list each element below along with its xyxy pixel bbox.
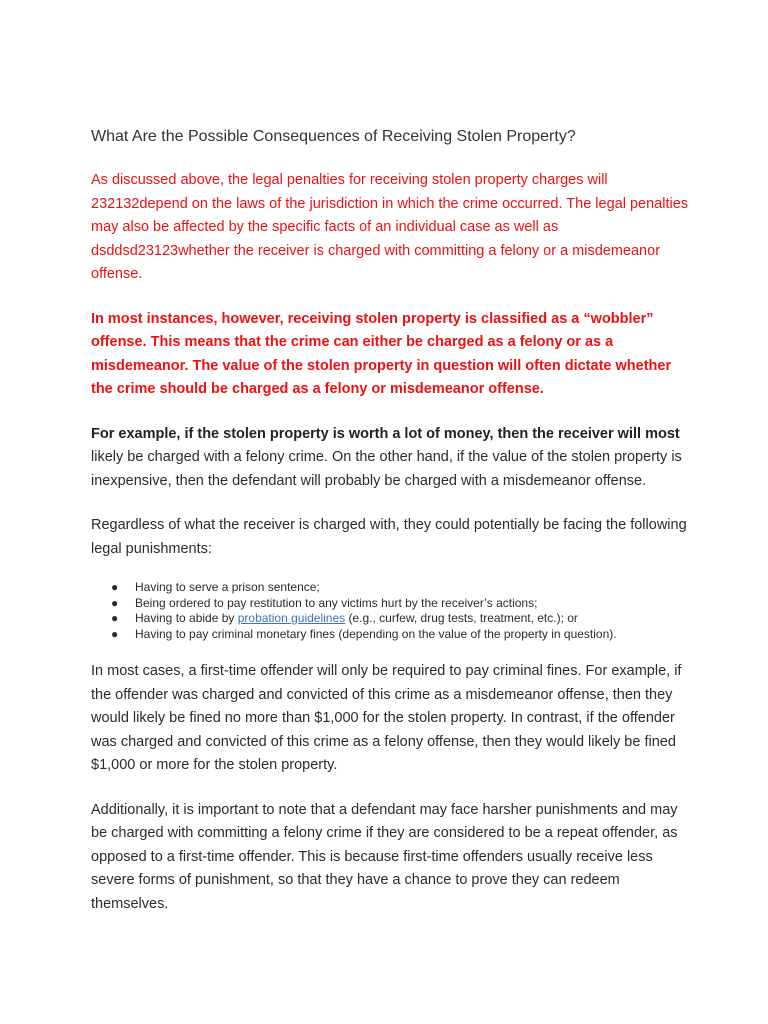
list-item bbox=[111, 626, 691, 643]
probation-guidelines-link[interactable]: probation guidelines bbox=[237, 611, 346, 625]
list-item-text: Having to pay criminal monetary fines (depending on the value of the property in question). bbox=[135, 626, 617, 641]
bullet-icon: ● bbox=[111, 626, 119, 641]
list-item bbox=[111, 580, 691, 596]
paragraph-repeat-offender: Additionally, it is important to note that a defendant may face harsher punishments and may be charged with committing a felony crime if they are considered to be a repeat offender, as opposed to a first-time offender. This is because first-time offenders usually receive less severe forms of punishment, so that they have a chance to prove they can redeem themselves. bbox=[91, 801, 678, 912]
document-content bbox=[91, 125, 691, 937]
bullet-icon: ● bbox=[111, 611, 119, 625]
paragraph-punishments-intro: Regardless of what the receiver is charged with, they could potentially be facing the following legal punishments: bbox=[91, 517, 687, 557]
punishments-list bbox=[91, 580, 691, 642]
paragraph-example-rest: likely be charged with a felony crime. On the other hand, if the value of the stolen property is inexpensive, then the defendant will probably be charged with a misdemeanor offense. bbox=[91, 449, 682, 489]
list-item-text-after: (e.g., curfew, drug tests, treatment, etc.); or bbox=[345, 611, 578, 625]
section-heading: What Are the Possible Consequences of Receiving Stolen Property? bbox=[91, 128, 576, 145]
paragraph-wobbler: In most instances, however, receiving stolen property is classified as a “wobbler” offense. This means that the crime can either be charged as a felony or as a misdemeanor. The value of the stolen property in question will often dictate whether the crime should be charged as a felony or misdemeanor offense. bbox=[91, 310, 672, 397]
list-item-text: Being ordered to pay restitution to any victims hurt by the receiver’s actions; bbox=[135, 595, 538, 610]
bullet-icon: ● bbox=[111, 595, 119, 610]
paragraph-example bbox=[91, 423, 691, 494]
list-item bbox=[111, 595, 691, 612]
bullet-icon: ● bbox=[111, 580, 119, 594]
list-item bbox=[111, 611, 691, 627]
list-item-text-before: Having to abide by bbox=[135, 611, 238, 625]
list-item-text: Having to serve a prison sentence; bbox=[135, 580, 320, 594]
paragraph-first-time-offender: In most cases, a first-time offender will only be required to pay criminal fines. For example, if the offender was charged and convicted of this crime as a misdemeanor offense, then they would likely be fined no more than $1,000 for the stolen property. In contrast, if the offender was charged and convicted of this crime as a felony offense, then they would likely be fined $1,000 or more for the stolen property. bbox=[91, 663, 682, 773]
paragraph-example-bold: For example, if the stolen property is worth a lot of money, then the receiver will most bbox=[91, 425, 680, 442]
paragraph-penalties: As discussed above, the legal penalties for receiving stolen property charges will 232132depend on the laws of the jurisdiction in which the crime occurred. The legal penalties may also be affected by the specific facts of an individual case as well as dsddsd23123whether the receiver is charged with committing a felony or a misdemeanor offense. bbox=[91, 172, 689, 282]
